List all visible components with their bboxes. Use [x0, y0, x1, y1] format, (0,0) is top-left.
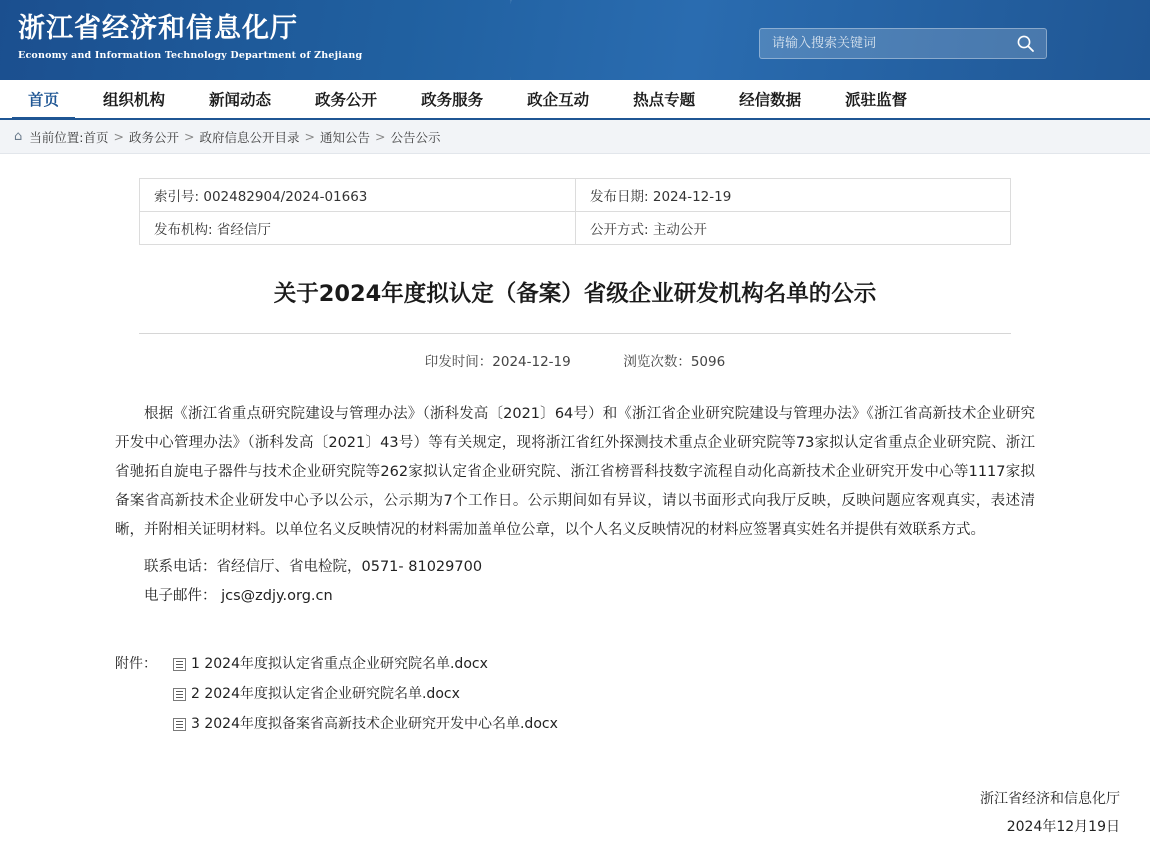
article-paragraph-contact-phone: 联系电话：省经信厅、省电检院，0571- 81029700 [144, 559, 483, 575]
attachment-name: 2 2024年度拟认定省企业研究院名单.docx [191, 686, 460, 702]
attachment-link-3[interactable] [173, 709, 558, 739]
logo-title-cn: 浙江省经济和信息化厅 [18, 13, 298, 44]
signature-date: 2024年12月19日 [1006, 819, 1120, 835]
meta-publish-date-cell [576, 179, 1011, 212]
meta-index-cell [140, 179, 576, 212]
signature-organization: 浙江省经济和信息化厅 [980, 791, 1120, 807]
nav-label: 政务公开 [315, 91, 378, 109]
article-paragraph-contact-email: 电子邮件： jcs@zdjy.org.cn [144, 588, 333, 604]
meta-publish-date-value: 2024-12-19 [652, 189, 732, 205]
nav-item-government-affairs-open[interactable] [293, 80, 399, 118]
nav-label: 政企互动 [527, 91, 590, 109]
attachment-row [115, 649, 1035, 679]
table-row [140, 179, 1011, 212]
nav-label: 政务服务 [421, 91, 484, 109]
breadcrumb-item-government-affairs-open[interactable]: 政务公开 [128, 129, 179, 145]
nav-label: 新闻动态 [209, 91, 272, 109]
breadcrumb-item-announcement[interactable]: 公告公示 [390, 129, 441, 145]
meta-disclosure-value: 主动公开 [652, 222, 707, 238]
site-logo[interactable] [18, 12, 362, 61]
breadcrumb-separator: > [375, 129, 386, 144]
breadcrumb [0, 120, 1150, 154]
table-row [140, 212, 1011, 245]
nav-label: 派驻监督 [845, 91, 908, 109]
nav-item-news[interactable] [187, 80, 293, 118]
meta-disclosure-label: 公开方式: [590, 222, 649, 238]
article-content [0, 154, 1150, 841]
article-body [115, 400, 1035, 611]
meta-agency-cell [140, 212, 576, 245]
attachment-name: 1 2024年度拟认定省重点企业研究院名单.docx [191, 656, 488, 672]
nav-item-data[interactable] [717, 80, 823, 118]
nav-item-home[interactable] [6, 80, 81, 118]
file-docx-icon [173, 688, 186, 701]
nav-item-supervision[interactable] [823, 80, 929, 118]
attachment-row [115, 709, 1035, 739]
views-count: 5096 [690, 354, 726, 370]
nav-label: 组织机构 [103, 91, 166, 109]
search-button[interactable] [1004, 29, 1046, 58]
document-subinfo [139, 350, 1011, 370]
breadcrumb-item-catalog[interactable]: 政府信息公开目录 [199, 129, 300, 145]
breadcrumb-item-home[interactable]: 首页 [83, 129, 109, 145]
meta-agency-value: 省经信厅 [216, 222, 271, 238]
main-nav [0, 80, 1150, 120]
home-icon[interactable]: ⌂ [14, 129, 23, 144]
meta-index-value: 002482904/2024-01663 [203, 189, 368, 205]
attachment-link-2[interactable] [173, 679, 460, 709]
nav-item-government-services[interactable] [399, 80, 505, 118]
breadcrumb-prefix: 当前位置: [29, 129, 84, 145]
article-paragraph: 根据《浙江省重点研究院建设与管理办法》（浙科发高〔2021〕64号）和《浙江省企业研究院建设与管理办法》《浙江省高新技术企业研究开发中心管理办法》（浙科发高〔2021〕43号）等有关规定，现将浙江省红外探测技术重点企业研究院等73家拟认定省重点企业研究院、浙江省驰拓自旋电子器件与技术企业研究院等262家拟认定省企业研究院、浙江省榜晋科技数字流程自动化高新技术企业研究开发中心等1117家拟备案省高新技术企业研发中心予以公示，公示期为7个工作日。公示期间如有异议，请以书面形式向我厅反映，反映问题应客观真实，表述清晰，并附相关证明材料。以单位名义反映情况的材料需加盖单位公章，以个人名义反映情况的材料应签署真实姓名并提供有效联系方式。 [115, 406, 1035, 538]
nav-label: 首页 [28, 91, 60, 109]
breadcrumb-separator: > [304, 129, 315, 144]
document-signature [30, 785, 1120, 841]
file-docx-icon [173, 658, 186, 671]
logo-title-en: Economy and Information Technology Department of Zhejiang [18, 50, 363, 61]
site-header [0, 0, 1150, 80]
page-title: 关于2024年度拟认定（备案）省级企业研发机构名单的公示 [273, 281, 877, 307]
attachment-link-1[interactable] [173, 649, 488, 679]
attachments-label: 附件： [115, 656, 157, 672]
meta-agency-label: 发布机构: [154, 222, 213, 238]
nav-item-organization[interactable] [81, 80, 187, 118]
document-meta-table [139, 178, 1011, 245]
print-time-value: 2024-12-19 [492, 354, 571, 370]
breadcrumb-separator: > [184, 129, 195, 144]
breadcrumb-item-notice[interactable]: 通知公告 [319, 129, 370, 145]
meta-publish-date-label: 发布日期: [590, 189, 649, 205]
search-input[interactable] [760, 29, 1006, 58]
nav-item-enterprise-interaction[interactable] [505, 80, 611, 118]
nav-label: 经信数据 [739, 91, 802, 109]
file-docx-icon [173, 718, 186, 731]
meta-disclosure-cell [576, 212, 1011, 245]
attachment-name: 3 2024年度拟备案省高新技术企业研究开发中心名单.docx [191, 716, 558, 732]
attachments [115, 649, 1035, 739]
views-label: 浏览次数： [623, 354, 691, 370]
breadcrumb-separator: > [113, 129, 124, 144]
search-icon [1016, 34, 1035, 53]
meta-index-label: 索引号: [154, 189, 200, 205]
nav-item-hot-topics[interactable] [611, 80, 717, 118]
attachment-row [115, 679, 1035, 709]
nav-label: 热点专题 [633, 91, 696, 109]
title-divider [139, 333, 1011, 334]
search-box[interactable] [759, 28, 1047, 59]
print-time-label: 印发时间： [424, 354, 493, 370]
